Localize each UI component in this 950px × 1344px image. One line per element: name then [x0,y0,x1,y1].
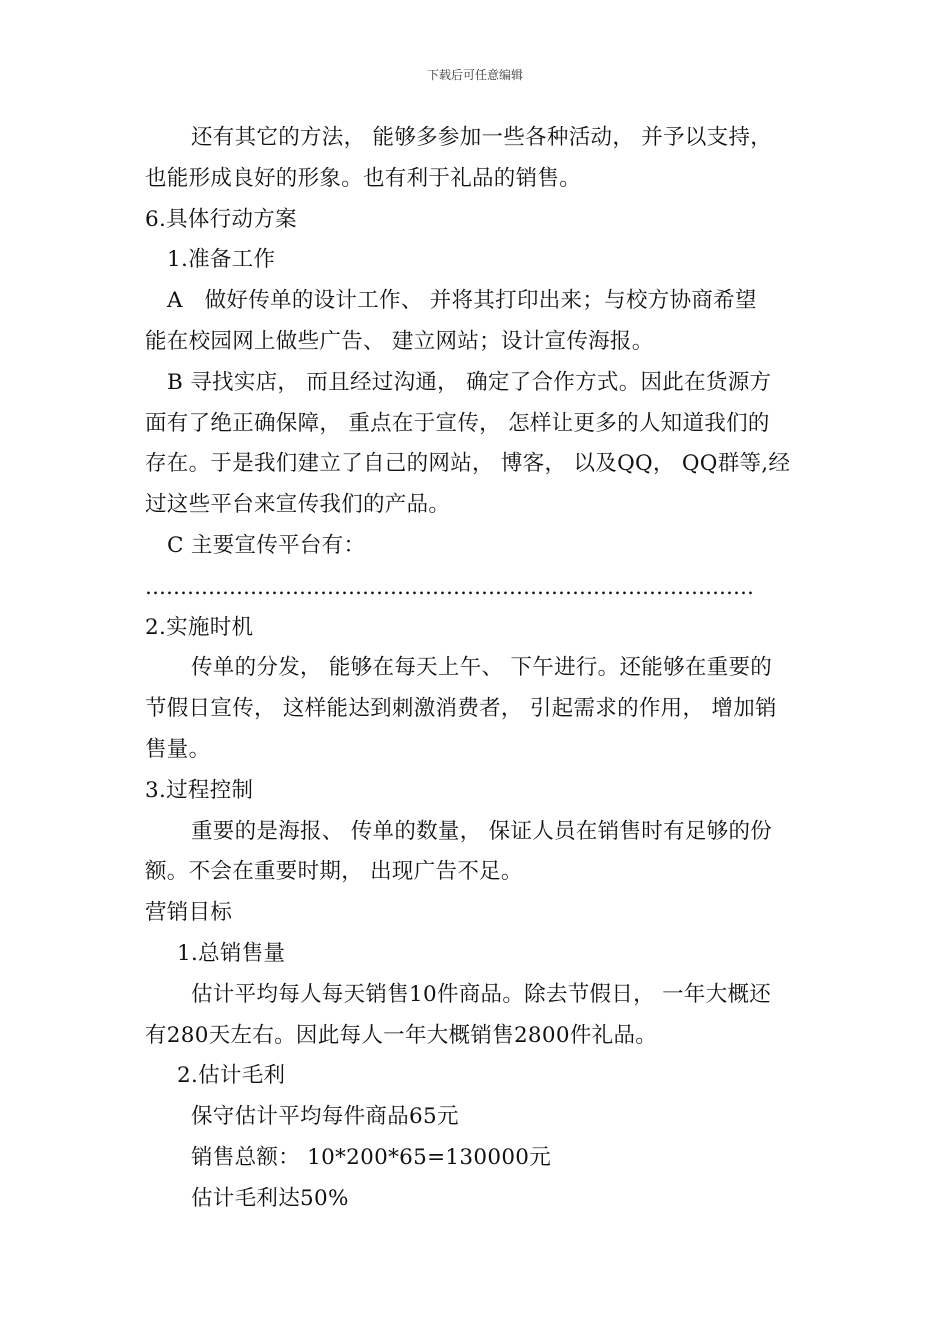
text-line: A 做好传单的设计工作、 并将其打印出来；与校方协商希望 [167,288,757,314]
text-line: 传单的分发， 能够在每天上午、 下午进行。还能够在重要的 [191,655,773,681]
text-line: 营销目标 [145,900,233,926]
text-line: 6.具体行动方案 [145,206,297,232]
text-line: 存在。于是我们建立了自己的网站， 博客， 以及QQ， QQ群等,经 [145,451,791,477]
text-line: 2.实施时机 [145,614,254,640]
text-line: 也能形成良好的形象。也有利于礼品的销售。 [145,165,582,191]
text-line: 估计平均每人每天销售10件商品。除去节假日， 一年大概还 [191,981,772,1007]
page-header: 下载后可任意编辑 [426,68,523,82]
text-line: B 寻找实店， 而且经过沟通， 确定了合作方式。因此在货源方 [167,369,772,395]
text-line: 额。不会在重要时期， 出现广告不足。 [145,859,523,885]
text-line: 重要的是海报、 传单的数量， 保证人员在销售时有足够的份 [191,818,773,844]
text-line: 2.估计毛利 [177,1063,286,1089]
text-line: 3.过程控制 [145,777,254,803]
text-line: 还有其它的方法， 能够多参加一些各种活动， 并予以支持， [191,125,773,150]
text-line: 面有了绝正确保障， 重点在于宣传， 怎样让更多的人知道我们的 [145,410,770,436]
text-line: 节假日宣传， 这样能达到刺激消费者， 引起需求的作用， 增加销 [145,696,777,722]
text-line: 1.总销售量 [177,940,286,966]
text-line: 估计毛利达50% [191,1185,349,1211]
text-line: 1.准备工作 [167,247,276,273]
text-line: 保守估计平均每件商品65元 [191,1104,459,1130]
document-body [145,118,810,1220]
text-line: 售量。 [145,736,211,762]
text-line: 过这些平台来宣传我们的产品。 [145,492,451,518]
text-line: C 主要宣传平台有： [167,532,366,558]
dotted-leader-line: …………………………………………………………………………… [145,574,754,599]
text-line: 有280天左右。因此每人一年大概销售2800件礼品。 [145,1022,658,1048]
text-line: 销售总额： 10*200*65=130000元 [191,1144,552,1170]
text-line: 能在校园网上做些广告、 建立网站；设计宣传海报。 [145,328,654,354]
